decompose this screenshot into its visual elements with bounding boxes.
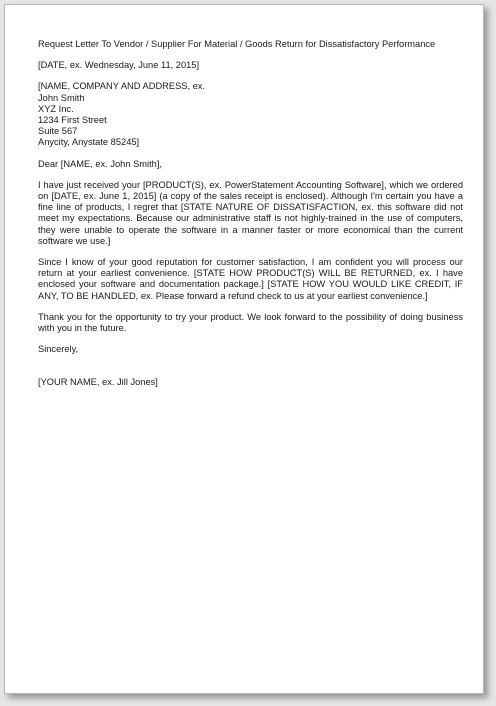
- address-line: John Smith: [38, 92, 85, 103]
- signature-name: [YOUR NAME, ex. Jill Jones]: [38, 377, 158, 388]
- salutation: Dear [NAME, ex. John Smith],: [38, 158, 163, 169]
- address-line: [NAME, COMPANY AND ADDRESS, ex.: [38, 81, 206, 92]
- address-line: 1234 First Street: [38, 115, 107, 126]
- document-page: [4, 4, 484, 694]
- body-paragraph: Since I know of your good reputation for customer satisfaction, I am confident you will process our return at your earliest convenience. [STATE HOW PRODUCT(S) WILL BE RETURNED, ex. I have enclosed your software and documentation package.] [STATE HOW YOU WOULD LIKE CREDIT, IF ANY, TO BE HANDLED, ex. Please forward a refund check to us at your earliest convenience.]: [38, 257, 463, 301]
- address-line: XYZ Inc.: [38, 103, 74, 114]
- letter-title: Request Letter To Vendor / Supplier For Material / Goods Return for Dissatisfactory Performance: [38, 39, 436, 49]
- address-line: Anycity, Anystate 85245]: [38, 137, 140, 148]
- body-paragraph: I have just received your [PRODUCT(S), ex. PowerStatement Accounting Software], which we ordered on [DATE, ex. June 1, 2015] (a copy of the sales receipt is enclosed). Although I'm certain you have a fine line of products, I regret that [STATE NATURE OF DISSATISFACTION, ex. this software did not meet my expectations. Because our administrative staff is not highly-trained in the use of computers, they were unable to operate the software in a manner faster or more economical than the current software we use.]: [38, 179, 463, 246]
- address-line: Suite 567: [38, 126, 78, 137]
- recipient-address: [38, 81, 463, 148]
- letter-body: [38, 39, 463, 399]
- letter-date: [DATE, ex. Wednesday, June 11, 2015]: [38, 60, 200, 71]
- body-paragraph: Thank you for the opportunity to try your product. We look forward to the possibility of doing business with you in the future.: [38, 311, 463, 334]
- closing: Sincerely,: [38, 344, 79, 355]
